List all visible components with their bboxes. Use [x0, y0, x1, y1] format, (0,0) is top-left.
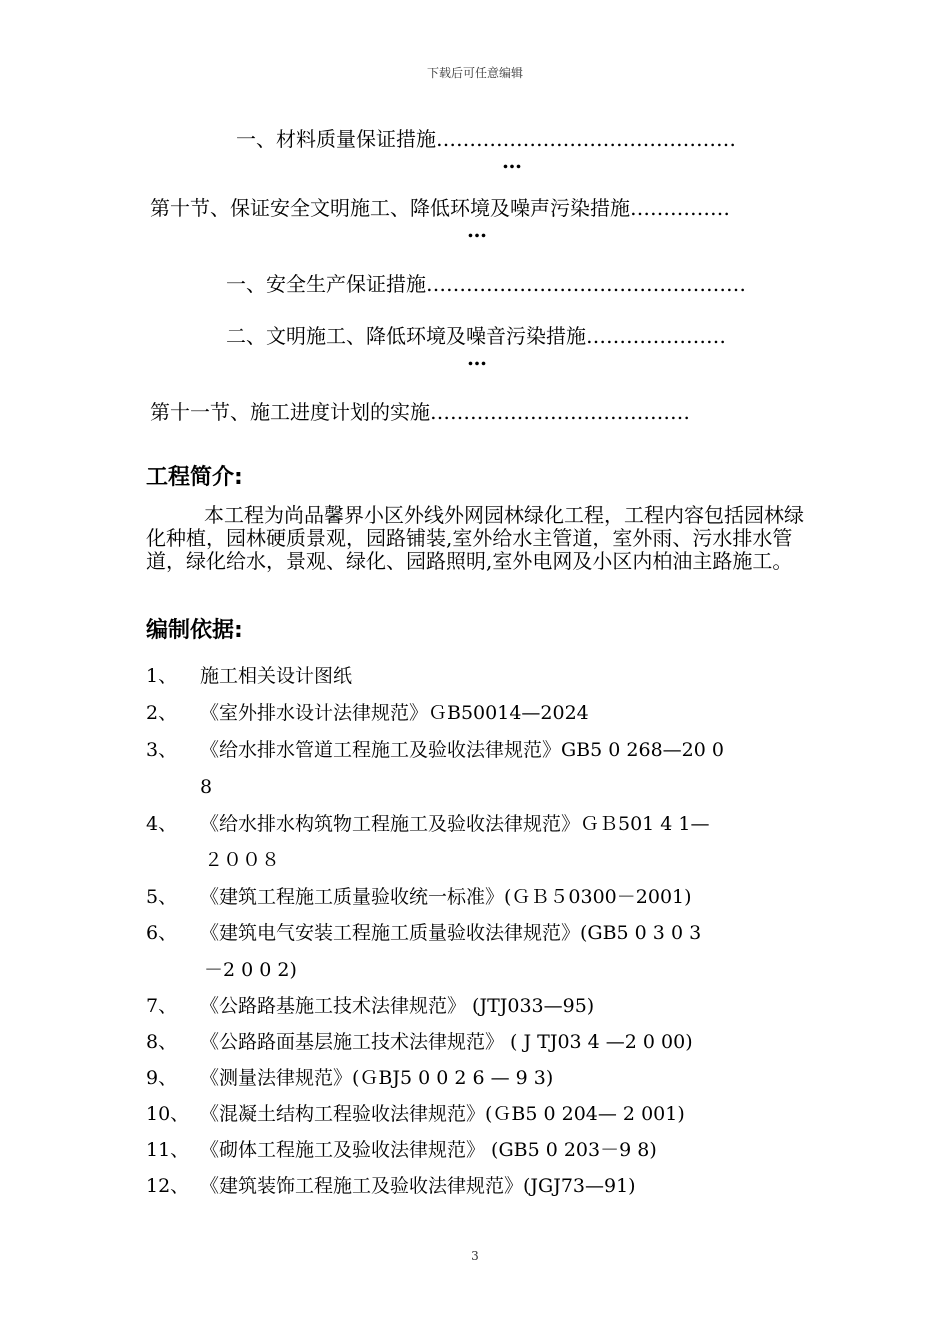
reference-number: 5、 — [146, 886, 178, 908]
reference-number: 6、 — [146, 922, 178, 944]
reference-item — [146, 812, 710, 836]
reference-text: 《建筑装饰工程施工及验收法律规范》(JGJ73—91) — [200, 1175, 636, 1197]
reference-number: 12、 — [146, 1175, 190, 1197]
reference-item — [146, 1030, 693, 1054]
reference-number: 8、 — [146, 1031, 178, 1053]
toc-entry-continuation: … — [467, 346, 487, 370]
toc-entry-continuation: … — [467, 218, 487, 242]
reference-item — [146, 994, 594, 1018]
reference-number: 7、 — [146, 995, 178, 1017]
toc-entry: 一、安全生产保证措施………………………………………… — [226, 272, 746, 296]
toc-entry: 二、文明施工、降低环境及噪音污染措施………………… — [226, 324, 726, 348]
reference-text: 施工相关设计图纸 — [200, 665, 353, 687]
reference-text: 《给水排水构筑物工程施工及验收法律规范》ＧＢ501 4 1— — [200, 813, 710, 835]
reference-text: 《建筑电气安装工程施工质量验收法律规范》(GB5 0 3 0 3 — [200, 922, 702, 944]
reference-number: 4、 — [146, 813, 178, 835]
reference-text: 《建筑工程施工质量验收统一标准》(ＧＢ５0300－2001) — [200, 886, 692, 908]
reference-number: 9、 — [146, 1067, 178, 1089]
reference-continuation: －2 0 0 2) — [204, 959, 297, 981]
reference-text: 《公路路基施工技术法律规范》 (JTJ033—95) — [200, 995, 595, 1017]
reference-number: 11、 — [146, 1139, 190, 1161]
reference-item — [146, 885, 692, 909]
reference-text: 《室外排水设计法律规范》ＧB50014—2024 — [200, 702, 589, 724]
reference-number: 3、 — [146, 739, 178, 761]
reference-text: 《公路路面基层施工技术法律规范》 ( J TJ03 4 —2 0 00) — [200, 1031, 693, 1053]
toc-entry-continuation: … — [502, 149, 522, 173]
reference-item — [146, 701, 589, 725]
overview-body-text: 本工程为尚品馨界小区外线外网园林绿化工程，工程内容包括园林绿化种植，园林硬质景观，园路铺装,室外给水主管道，室外雨、污水排水管道，绿化给水，景观、绿化、园路照明,室外电网及小区内柏油主路施工。 — [146, 503, 804, 573]
reference-item — [146, 738, 724, 762]
reference-item — [146, 664, 352, 688]
overview-body — [146, 504, 816, 573]
reference-text: 《测量法律规范》(ＧBJ5 0 0 2 6 — 9 3) — [200, 1067, 554, 1089]
toc-entry: 一、材料质量保证措施……………………………………… — [236, 127, 736, 151]
reference-item — [146, 1102, 685, 1126]
reference-number: 10、 — [146, 1103, 190, 1125]
reference-text: 《混凝土结构工程验收法律规范》(ＧB5 0 204— 2 001) — [200, 1103, 685, 1125]
reference-number: 1、 — [146, 665, 178, 687]
basis-heading: 编制依据: — [146, 618, 243, 643]
reference-continuation: 8 — [200, 776, 213, 798]
page-header: 下载后可任意编辑 — [426, 66, 523, 80]
overview-heading: 工程简介: — [146, 465, 243, 490]
reference-number: 2、 — [146, 702, 178, 724]
reference-item — [146, 921, 701, 945]
reference-item — [146, 1066, 553, 1090]
reference-text: 《砌体工程施工及验收法律规范》 (GB5 0 203－9 8) — [200, 1139, 657, 1161]
toc-entry: 第十一节、施工进度计划的实施………………………………… — [150, 400, 690, 424]
reference-item — [146, 1174, 636, 1198]
reference-item — [146, 1138, 657, 1162]
reference-text: 《给水排水管道工程施工及验收法律规范》GB5 0 268—20 0 — [200, 739, 724, 761]
toc-entry: 第十节、保证安全文明施工、降低环境及噪声污染措施…………… — [150, 196, 730, 220]
reference-continuation: ２００８ — [204, 849, 281, 871]
page-number: 3 — [471, 1249, 479, 1263]
